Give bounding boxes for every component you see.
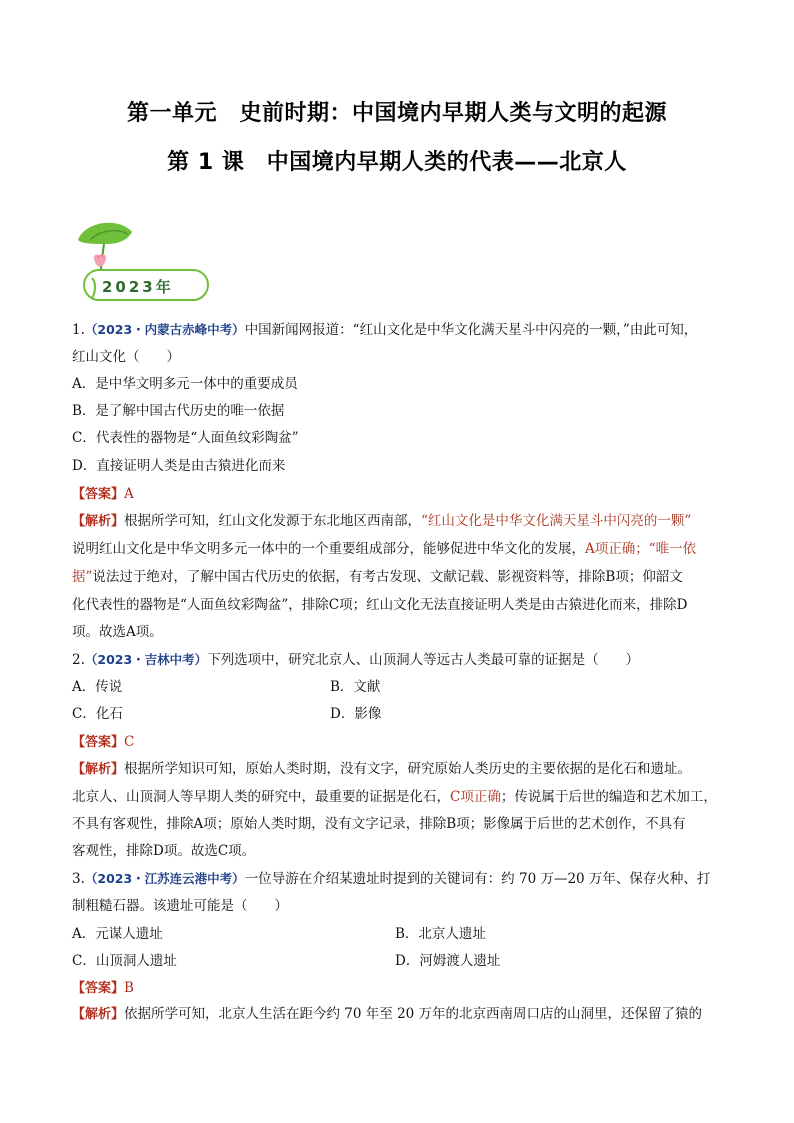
q1-source: （2023・内蒙古赤峰中考） <box>84 322 245 337</box>
q3-source: （2023・江苏连云港中考） <box>84 871 245 886</box>
q2-analysis-line4: 客观性，排除D项。故选C项。 <box>72 843 256 859</box>
q3-options-row1 <box>72 924 732 944</box>
q1-stem-line1 <box>72 320 732 340</box>
q2-source: （2023・吉林中考） <box>84 652 208 667</box>
analysis-quote: 据” <box>72 569 93 585</box>
answer-value: A <box>124 486 134 502</box>
q2-answer <box>72 732 732 753</box>
analysis-text: 根据所学知识可知，原始人类时期，没有文字，研究原始人类历史的主要依据的是化石和遗址。 <box>124 761 692 777</box>
answer-tag: 【答案】 <box>72 735 125 750</box>
q2-options-row2 <box>72 704 732 724</box>
q1-number: 1. <box>72 322 85 338</box>
q2-number: 2. <box>72 652 85 668</box>
q2-stem-text: 下列选项中，研究北京人、山顶洞人等远古人类最可靠的证据是（ ） <box>207 652 640 668</box>
q2-option-b: B．文献 <box>330 679 381 695</box>
q3-options-row2 <box>72 951 732 971</box>
analysis-tag: 【解析】 <box>72 514 125 529</box>
q2-stem <box>72 650 732 670</box>
q1-analysis-line4: 化代表性的器物是“人面鱼纹彩陶盆”，排除C项；红山文化无法直接证明人类是由古猿进化而来，排除D <box>72 597 688 613</box>
q1-analysis-line1 <box>72 511 732 532</box>
q3-number: 3. <box>72 871 85 887</box>
q2-analysis-line1 <box>72 759 732 780</box>
unit-title: 第一单元 史前时期：中国境内早期人类与文明的起源 <box>126 101 667 126</box>
q1-option-d: D．直接证明人类是由古猿进化而来 <box>72 458 286 474</box>
analysis-text: 根据所学可知，红山文化发源于东北地区西南部， <box>124 513 422 529</box>
analysis-text: 北京人、山顶洞人等早期人类的研究中，最重要的证据是化石， <box>72 789 450 805</box>
analysis-text: 依据所学可知，北京人生活在距今约 70 年至 20 万年的北京西南周口店的山洞里，还保留了猿的 <box>124 1006 703 1022</box>
q3-stem-line2: 制粗糙石器。该遗址可能是（ ） <box>72 898 288 914</box>
q1-stem-line2: 红山文化（ ） <box>72 349 180 365</box>
q1-analysis-line2 <box>72 539 732 559</box>
analysis-tag: 【解析】 <box>72 762 125 777</box>
analysis-text: 说法过于绝对，了解中国古代历史的依据，有考古发现、文献记载、影视资料等，排除B项；仰韶文 <box>92 569 683 585</box>
analysis-highlight: C项正确 <box>450 789 501 805</box>
analysis-highlight: A项正确； <box>585 541 649 557</box>
q3-stem-text: 一位导游在介绍某遗址时提到的关键词有：约 70 万—20 万年、保存火种、打 <box>244 871 711 887</box>
q2-option-a: A．传说 <box>72 679 123 695</box>
q2-analysis-line3: 不具有客观性，排除A项；原始人类时期，没有文字记录，排除B项；影像属于后世的艺术创作，不具有 <box>72 816 686 832</box>
q2-option-c: C．化石 <box>72 706 123 722</box>
q1-answer <box>72 484 732 505</box>
analysis-quote: “唯一依 <box>648 541 697 557</box>
q3-answer <box>72 978 732 999</box>
answer-value: C <box>124 734 135 750</box>
q3-option-c: C．山顶洞人遗址 <box>72 953 177 969</box>
analysis-quote: “红山文化是中华文化满天星斗中闪亮的一颗” <box>421 513 692 529</box>
answer-tag: 【答案】 <box>72 487 125 502</box>
q3-option-d: D．河姆渡人遗址 <box>395 953 501 969</box>
q1-analysis-line5: 项。故选A项。 <box>72 624 163 640</box>
q2-options-row1 <box>72 677 732 697</box>
q1-option-c: C．代表性的器物是“人面鱼纹彩陶盆” <box>72 430 299 446</box>
q1-option-b: B．是了解中国古代历史的唯一依据 <box>72 403 285 419</box>
lesson-title: 第 1 课 中国境内早期人类的代表——北京人 <box>167 150 627 175</box>
q1-option-a: A．是中华文明多元一体中的重要成员 <box>72 376 298 392</box>
q3-analysis-line1 <box>72 1004 732 1025</box>
q2-option-d: D．影像 <box>330 706 382 722</box>
analysis-text: 说明红山文化是中华文明多元一体中的一个重要组成部分，能够促进中华文化的发展， <box>72 541 585 557</box>
q3-option-a: A．元谋人遗址 <box>72 926 163 942</box>
q1-analysis-line3 <box>72 567 732 587</box>
answer-tag: 【答案】 <box>72 981 125 996</box>
q2-analysis-line2 <box>72 787 732 807</box>
analysis-text: ；传说属于后世的编造和艺术加工， <box>500 789 717 805</box>
analysis-tag: 【解析】 <box>72 1007 125 1022</box>
q3-option-b: B．北京人遗址 <box>395 926 486 942</box>
q3-stem-line1 <box>72 869 732 889</box>
year-badge-label: 2023年 <box>102 278 174 296</box>
answer-value: B <box>124 980 134 996</box>
q1-stem-text: 中国新闻网报道：“红山文化是中华文化满天星斗中闪亮的一颗，”由此可知， <box>244 322 698 338</box>
